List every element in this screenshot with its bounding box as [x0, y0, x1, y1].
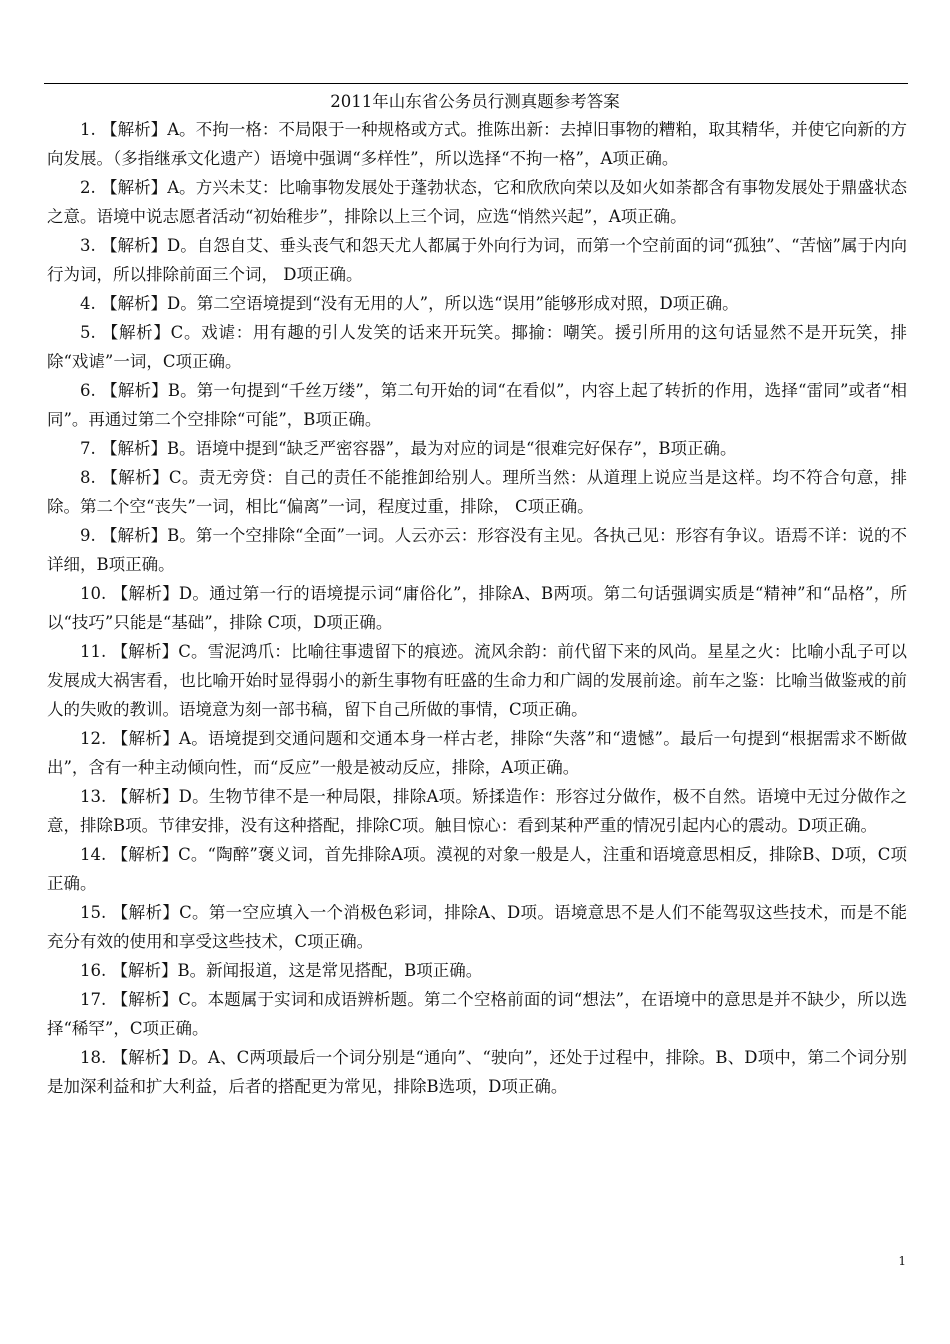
answer-item-13: 13. 【解析】D。生物节律不是一种局限，排除A项。矫揉造作：形容过分做作，极不自然。语境中无过分做作之意，排除B项。节律安排，没有这种搭配，排除C项。触目惊心：看到某种严重的情况引起内心的震动。D项正确。: [47, 787, 907, 835]
answer-item-11: 11. 【解析】C。雪泥鸿爪：比喻往事遗留下的痕迹。流风余韵：前代留下来的风尚。星星之火：比喻小乱子可以发展成大祸害看，也比喻开始时显得弱小的新生事物有旺盛的生命力和广阔的发展前途。前车之鉴：比喻当做鉴戒的前人的失败的教训。语境意为刻一部书稿，留下自己所做的事情，C项正确。: [47, 642, 907, 719]
page-number: 1: [898, 1254, 906, 1268]
answer-item-1: 1. 【解析】A。不拘一格：不局限于一种规格或方式。推陈出新：去掉旧事物的糟粕，取其精华，并使它向新的方向发展。（多指继承文化遗产）语境中强调“多样性”，所以选择“不拘一格”，A项正确。: [47, 120, 907, 168]
answer-item-3: 3. 【解析】D。自怨自艾、垂头丧气和怨天尤人都属于外向行为词，而第一个空前面的词“孤独”、“苦恼”属于内向行为词，所以排除前面三个词， D项正确。: [47, 236, 907, 284]
answer-list: [47, 115, 907, 1101]
answer-item-4: 4. 【解析】D。第二空语境提到“没有无用的人”，所以选“误用”能够形成对照，D项正确。: [80, 294, 739, 313]
answer-item-12: 12. 【解析】A。语境提到交通问题和交通本身一样古老，排除“失落”和“遗憾”。最后一句提到“根据需求不断做出”，含有一种主动倾向性，而“反应”一般是被动反应，排除，A项正确。: [47, 729, 907, 777]
answer-item-10: 10. 【解析】D。通过第一行的语境提示词“庸俗化”，排除A、B两项。第二句话强调实质是“精神”和“品格”，所以“技巧”只能是“基础”，排除 C项，D项正确。: [47, 584, 907, 632]
answer-item-14: 14. 【解析】C。“陶醉”褒义词，首先排除A项。漠视的对象一般是人，注重和语境意思相反，排除B、D项，C项正确。: [47, 845, 907, 893]
answer-item-2: 2. 【解析】A。方兴未艾：比喻事物发展处于蓬勃状态，它和欣欣向荣以及如火如荼都含有事物发展处于鼎盛状态之意。语境中说志愿者活动“初始稚步”，排除以上三个词，应选“悄然兴起”，A项正确。: [47, 178, 907, 226]
answer-item-8: 8. 【解析】C。责无旁贷：自己的责任不能推卸给别人。理所当然：从道理上说应当是这样。均不符合句意，排除。第二个空“丧失”一词，相比“偏离”一词，程度过重，排除， C项正确。: [47, 468, 907, 516]
answer-item-17: 17. 【解析】C。本题属于实词和成语辨析题。第二个空格前面的词“想法”，在语境中的意思是并不缺少，所以选择“稀罕”，C项正确。: [47, 990, 907, 1038]
answer-item-9: 9. 【解析】B。第一个空排除“全面”一词。人云亦云：形容没有主见。各执己见：形容有争议。语焉不详：说的不详细，B项正确。: [47, 526, 907, 574]
answer-item-16: 16. 【解析】B。新闻报道，这是常见搭配，B项正确。: [80, 961, 483, 980]
answer-item-7: 7. 【解析】B。语境中提到“缺乏严密容器”，最为对应的词是“很难完好保存”，B项正确。: [80, 439, 737, 458]
answer-item-6: 6. 【解析】B。第一句提到“千丝万缕”，第二句开始的词“在看似”，内容上起了转折的作用，选择“雷同”或者“相同”。再通过第二个空排除“可能”，B项正确。: [47, 381, 907, 429]
header-rule: [44, 83, 908, 84]
answer-item-18: 18. 【解析】D。A、C两项最后一个词分别是“通向”、“驶向”，还处于过程中，排除。B、D项中，第二个词分别是加深利益和扩大利益，后者的搭配更为常见，排除B选项，D项正确。: [47, 1048, 907, 1096]
page-title: 2011年山东省公务员行测真题参考答案: [330, 92, 620, 111]
answer-item-15: 15. 【解析】C。第一空应填入一个消极色彩词，排除A、D项。语境意思不是人们不能驾驭这些技术，而是不能充分有效的使用和享受这些技术，C项正确。: [47, 903, 907, 951]
answer-item-5: 5. 【解析】C。戏谑：用有趣的引人发笑的话来开玩笑。揶揄：嘲笑。援引所用的这句话显然不是开玩笑，排除“戏谑”一词，C项正确。: [47, 323, 907, 371]
